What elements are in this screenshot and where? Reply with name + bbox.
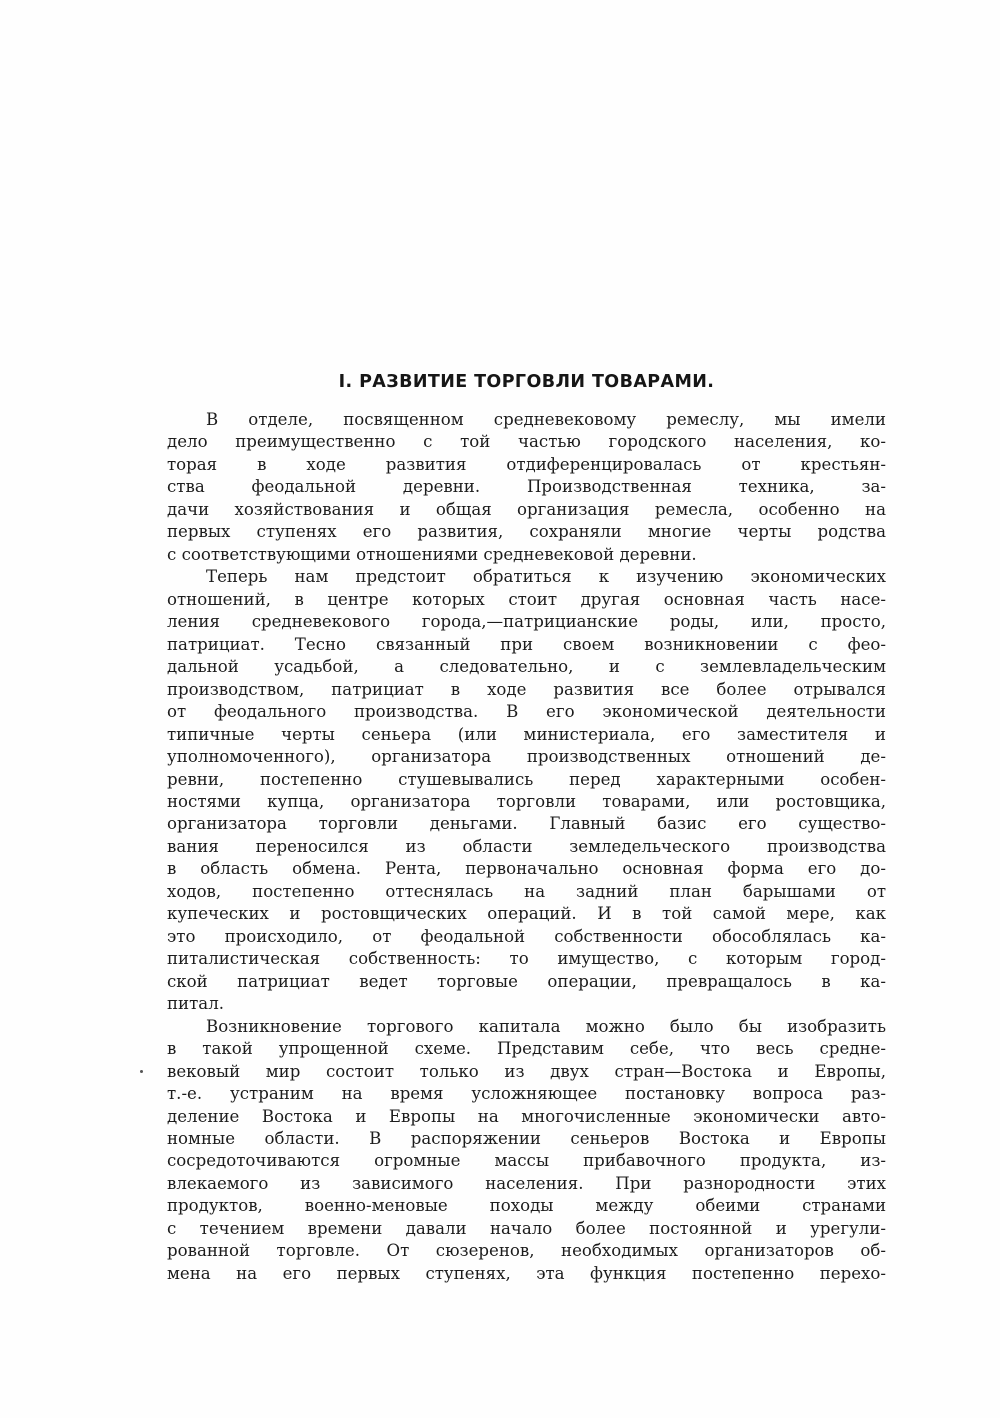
text-line: ностями купца, организатора торговли товарами, или ростовщика, xyxy=(167,791,886,811)
text-line: деление Востока и Европы на многочисленные экономически авто- xyxy=(167,1106,886,1126)
text-line: от феодального производства. В его экономической деятельности xyxy=(167,702,886,722)
text-line: с течением времени давали начало более постоянной и урегули- xyxy=(167,1218,886,1238)
text-line: отношений, в центре которых стоит другая основная часть насе- xyxy=(167,589,886,609)
text-line: с соответствующими отношениями средневековой деревни. xyxy=(167,544,697,564)
text-line: дело преимущественно с той частью городского населения, ко- xyxy=(167,432,886,452)
text-line: т.-е. устраним на время усложняющее постановку вопроса раз- xyxy=(167,1084,886,1104)
text-line: дальной усадьбой, а следовательно, и с землевладельческим xyxy=(167,657,886,677)
text-line: патрициат. Тесно связанный при своем возникновении с фео- xyxy=(167,634,886,654)
text-line: рованной торговле. От сюзеренов, необходимых организаторов об- xyxy=(167,1241,886,1261)
text-line: вания переносился из области земледельческого производства xyxy=(167,836,886,856)
text-line: ревни, постепенно стушевывались перед характерными особен- xyxy=(167,769,886,789)
text-line: сосредоточиваются огромные массы прибавочного продукта, из- xyxy=(167,1151,886,1171)
text-line: в такой упрощенной схеме. Представим себе, что весь средне- xyxy=(167,1039,886,1059)
text-line: ления средневекового города,—патрицианские роды, или, просто, xyxy=(167,612,886,632)
text-line: вековый мир состоит только из двух стран—Востока и Европы, xyxy=(167,1061,886,1081)
text-line: питал. xyxy=(167,994,225,1014)
chapter-heading: I. РАЗВИТИЕ ТОРГОВЛИ ТОВАРАМИ. xyxy=(338,372,715,392)
text-line: В отделе, посвященном средневековому ремеслу, мы имели xyxy=(206,410,886,429)
text-line: в область обмена. Рента, первоначально основная форма его до- xyxy=(167,859,886,879)
text-line: типичные черты сеньера (или министериала, его заместителя и xyxy=(167,724,886,744)
print-speck xyxy=(140,1070,143,1073)
text-line: мена на его первых ступенях, эта функция постепенно перехо- xyxy=(167,1263,886,1283)
text-line: уполномоченного), организатора производственных отношений де- xyxy=(167,747,886,767)
body-text xyxy=(167,409,886,1285)
text-line: Теперь нам предстоит обратиться к изучению экономических xyxy=(206,567,886,587)
text-line: производством, патрициат в ходе развития все более отрывался xyxy=(167,679,886,699)
text-line: питалистическая собственность: то имущество, с которым город- xyxy=(167,949,886,969)
text-line: Возникновение торгового капитала можно было бы изобразить xyxy=(206,1016,886,1036)
text-line: первых ступенях его развития, сохраняли многие черты родства xyxy=(167,522,886,542)
text-line: ства феодальной деревни. Производственная техника, за- xyxy=(167,477,886,497)
text-line: купеческих и ростовщических операций. И в той самой мере, как xyxy=(167,904,886,924)
text-line: дачи хозяйствования и общая организация ремесла, особенно на xyxy=(167,499,886,519)
text-line: это происходило, от феодальной собственности обособлялась ка- xyxy=(167,926,886,946)
text-line: торая в ходе развития отдиференцировалась от крестьян- xyxy=(167,454,886,474)
text-line: организатора торговли деньгами. Главный базис его существо- xyxy=(167,814,886,834)
text-line: продуктов, военно-меновые походы между обеими странами xyxy=(167,1196,886,1216)
text-line: ходов, постепенно оттеснялась на задний план барышами от xyxy=(167,881,886,901)
text-line: ской патрициат ведет торговые операции, превращалось в ка- xyxy=(167,971,886,991)
text-line: влекаемого из зависимого населения. При разнородности этих xyxy=(167,1173,886,1193)
text-line: номные области. В распоряжении сеньеров Востока и Европы xyxy=(167,1129,886,1148)
